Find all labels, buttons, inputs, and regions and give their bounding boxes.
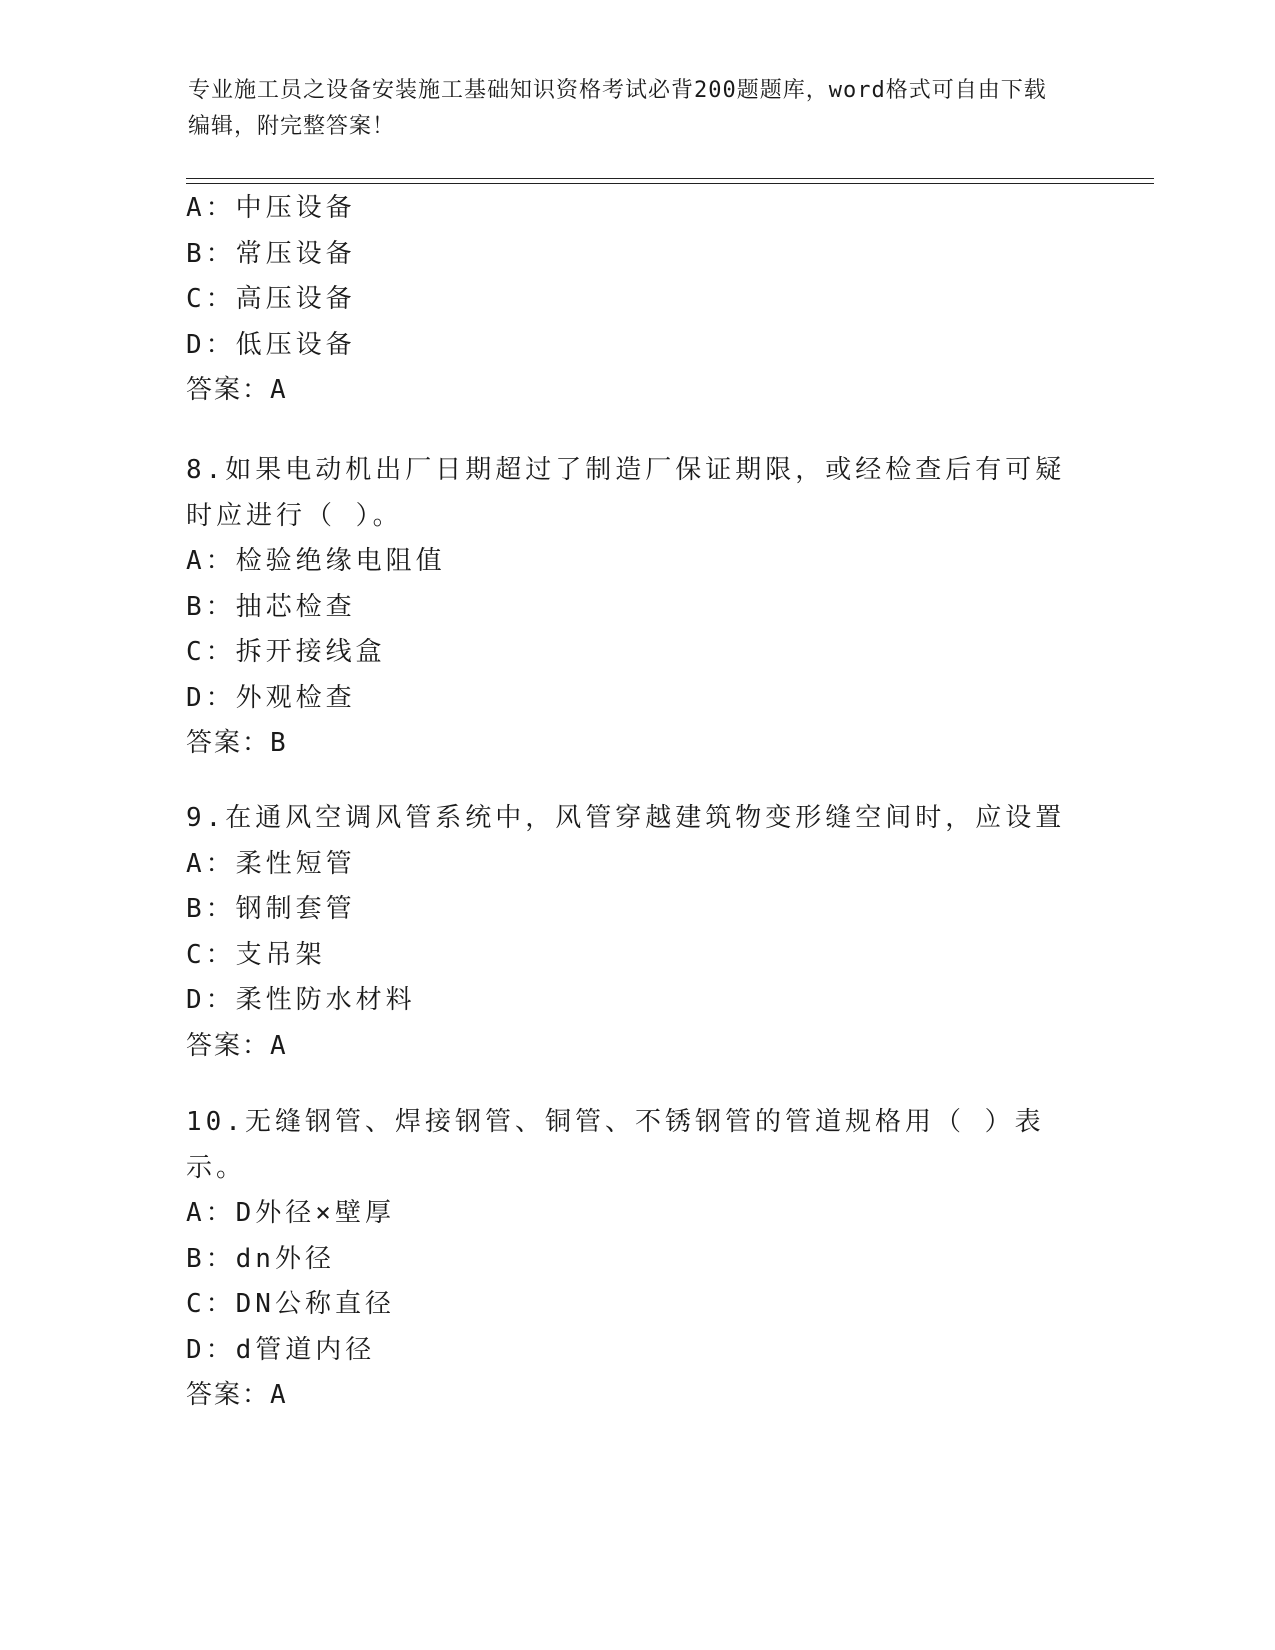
question-stem: 10.无缝钢管、焊接钢管、铜管、不锈钢管的管道规格用（ ）表示。 [186, 1107, 1045, 1183]
option-a: A：柔性短管 [186, 848, 356, 879]
option-c: C：支吊架 [186, 939, 326, 970]
option-d: D：外观检查 [186, 682, 356, 713]
question-7 [186, 186, 1086, 414]
option-c: C：高压设备 [186, 284, 356, 314]
option-d: D：柔性防水材料 [186, 985, 416, 1015]
question-9 [186, 796, 1086, 1069]
option-b: B：dn外径 [186, 1243, 335, 1274]
option-a: A：检验绝缘电阻值 [186, 546, 446, 576]
option-c: C：拆开接线盒 [186, 637, 386, 667]
answer-line: 答案：A [186, 1380, 288, 1410]
header-divider-bottom [186, 183, 1154, 184]
answer-line: 答案：B [186, 728, 288, 758]
question-8 [186, 448, 1086, 767]
option-c: C：DN公称直径 [186, 1289, 395, 1319]
header-divider-top [186, 178, 1154, 179]
question-stem: 8.如果电动机出厂日期超过了制造厂保证期限，或经检查后有可疑时应进行（ ）。 [186, 455, 1066, 531]
option-b: B：抽芯检查 [186, 591, 356, 622]
option-b: B：常压设备 [186, 238, 356, 269]
question-stem: 9.在通风空调风管系统中，风管穿越建筑物变形缝空间时，应设置 [186, 803, 1066, 833]
document-header: 专业施工员之设备安装施工基础知识资格考试必背200题题库，word格式可自由下载编辑，附完整答案！ [188, 78, 1047, 139]
answer-line: 答案：A [186, 375, 288, 405]
option-a: A：中压设备 [186, 193, 356, 223]
question-10 [186, 1100, 1086, 1419]
option-d: D：d管道内径 [186, 1334, 376, 1365]
option-a: A：D外径×壁厚 [186, 1198, 395, 1228]
option-b: B：钢制套管 [186, 894, 356, 924]
option-d: D：低压设备 [186, 329, 356, 360]
answer-line: 答案：A [186, 1030, 288, 1061]
